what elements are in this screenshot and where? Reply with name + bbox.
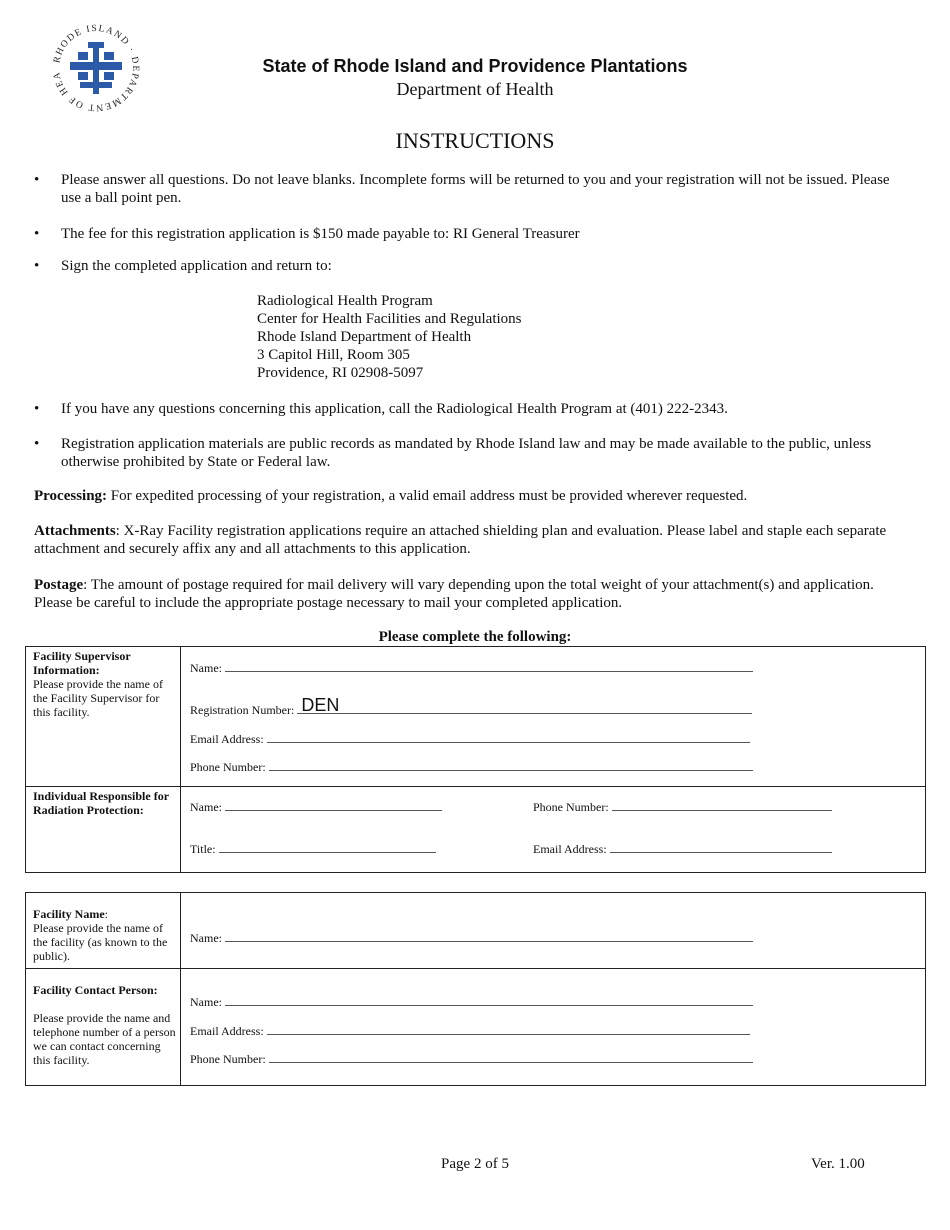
mailing-address xyxy=(257,292,522,382)
supervisor-section-label: Facility Supervisor Information: Please provide the name of the Facility Supervisor for this facility. xyxy=(26,647,181,787)
radiation-email-field[interactable]: Email Address: xyxy=(533,840,832,856)
department-title: Department of Health xyxy=(396,79,554,99)
contact-section-label: Facility Contact Person: Please provide the name and telephone number of a person we can contact concerning this facility. xyxy=(26,969,181,1086)
state-title: State of Rhode Island and Providence Plantations xyxy=(262,56,688,76)
processing-paragraph: Processing: For expedited processing of your registration, a valid email address must be provided wherever requested. xyxy=(34,488,748,504)
address-line: Center for Health Facilities and Regulations xyxy=(257,311,522,327)
radiation-title-input[interactable] xyxy=(219,840,436,853)
registration-number-input[interactable] xyxy=(297,695,752,715)
radiation-phone-input[interactable] xyxy=(612,798,832,811)
supervisor-name-field[interactable]: Name: xyxy=(190,659,753,675)
page-number: Page 2 of 5 xyxy=(441,1156,509,1172)
radiation-name-field[interactable]: Name: xyxy=(190,798,442,814)
form-heading: Please complete the following: xyxy=(378,629,572,645)
bullet-icon: • xyxy=(34,226,40,242)
contact-name-input[interactable] xyxy=(225,993,753,1006)
radiation-section-label: Individual Responsible for Radiation Protection: xyxy=(26,787,181,873)
facility-section-label: Facility Name: Please provide the name of the facility (as known to the public). xyxy=(26,893,181,969)
registration-number-value: DEN xyxy=(301,695,340,715)
contact-phone-input[interactable] xyxy=(269,1050,753,1063)
instructions-heading: INSTRUCTIONS xyxy=(395,128,555,153)
address-line: Radiological Health Program xyxy=(257,293,433,309)
radiation-title-field[interactable]: Title: xyxy=(190,840,436,856)
facility-name-field[interactable]: Name: xyxy=(190,929,753,945)
radiation-name-input[interactable] xyxy=(225,798,442,811)
bullet-icon: • xyxy=(34,258,40,274)
address-line: 3 Capitol Hill, Room 305 xyxy=(257,347,410,363)
contact-fields xyxy=(181,969,926,1086)
version-label: Ver. 1.00 xyxy=(811,1156,865,1172)
facility-fields xyxy=(181,893,926,969)
radiation-fields xyxy=(181,787,926,873)
address-line: Providence, RI 02908-5097 xyxy=(257,365,424,381)
contact-name-field[interactable]: Name: xyxy=(190,993,753,1009)
contact-email-field[interactable]: Email Address: xyxy=(190,1022,750,1038)
contact-phone-field[interactable]: Phone Number: xyxy=(190,1050,753,1066)
svg-text:RHODE ISLAND · DEPARTMENT OF H: RHODE ISLAND · DEPARTMENT OF HEA xyxy=(51,23,141,113)
address-line: Rhode Island Department of Health xyxy=(257,329,472,345)
facility-name-input[interactable] xyxy=(225,929,753,942)
supervisor-form-table xyxy=(25,646,926,873)
supervisor-name-input[interactable] xyxy=(225,659,753,672)
supervisor-phone-field[interactable]: Phone Number: xyxy=(190,758,753,774)
radiation-email-input[interactable] xyxy=(610,840,832,853)
supervisor-phone-input[interactable] xyxy=(269,758,753,771)
attachments-paragraph: Attachments: X-Ray Facility registration applications require an attached shielding plan and evaluation. Please label and staple each separate attachment and securely affix any and all attachments to this application. xyxy=(34,523,887,557)
bullet-icon: • xyxy=(34,436,40,452)
bullet-icon: • xyxy=(34,172,40,188)
facility-form-table xyxy=(25,892,926,1086)
supervisor-email-input[interactable] xyxy=(267,730,750,743)
postage-paragraph: Postage: The amount of postage required for mail delivery will vary depending upon the total weight of your attachment(s) and application. Please be careful to include the appropriate postage necessary to mail your completed application. xyxy=(34,577,874,611)
registration-number-field[interactable]: Registration Number: DEN xyxy=(190,701,752,717)
supervisor-email-field[interactable]: Email Address: xyxy=(190,730,750,746)
supervisor-fields xyxy=(181,647,926,787)
bullet-icon: • xyxy=(34,401,40,417)
contact-email-input[interactable] xyxy=(267,1022,750,1035)
radiation-phone-field[interactable]: Phone Number: xyxy=(533,798,832,814)
